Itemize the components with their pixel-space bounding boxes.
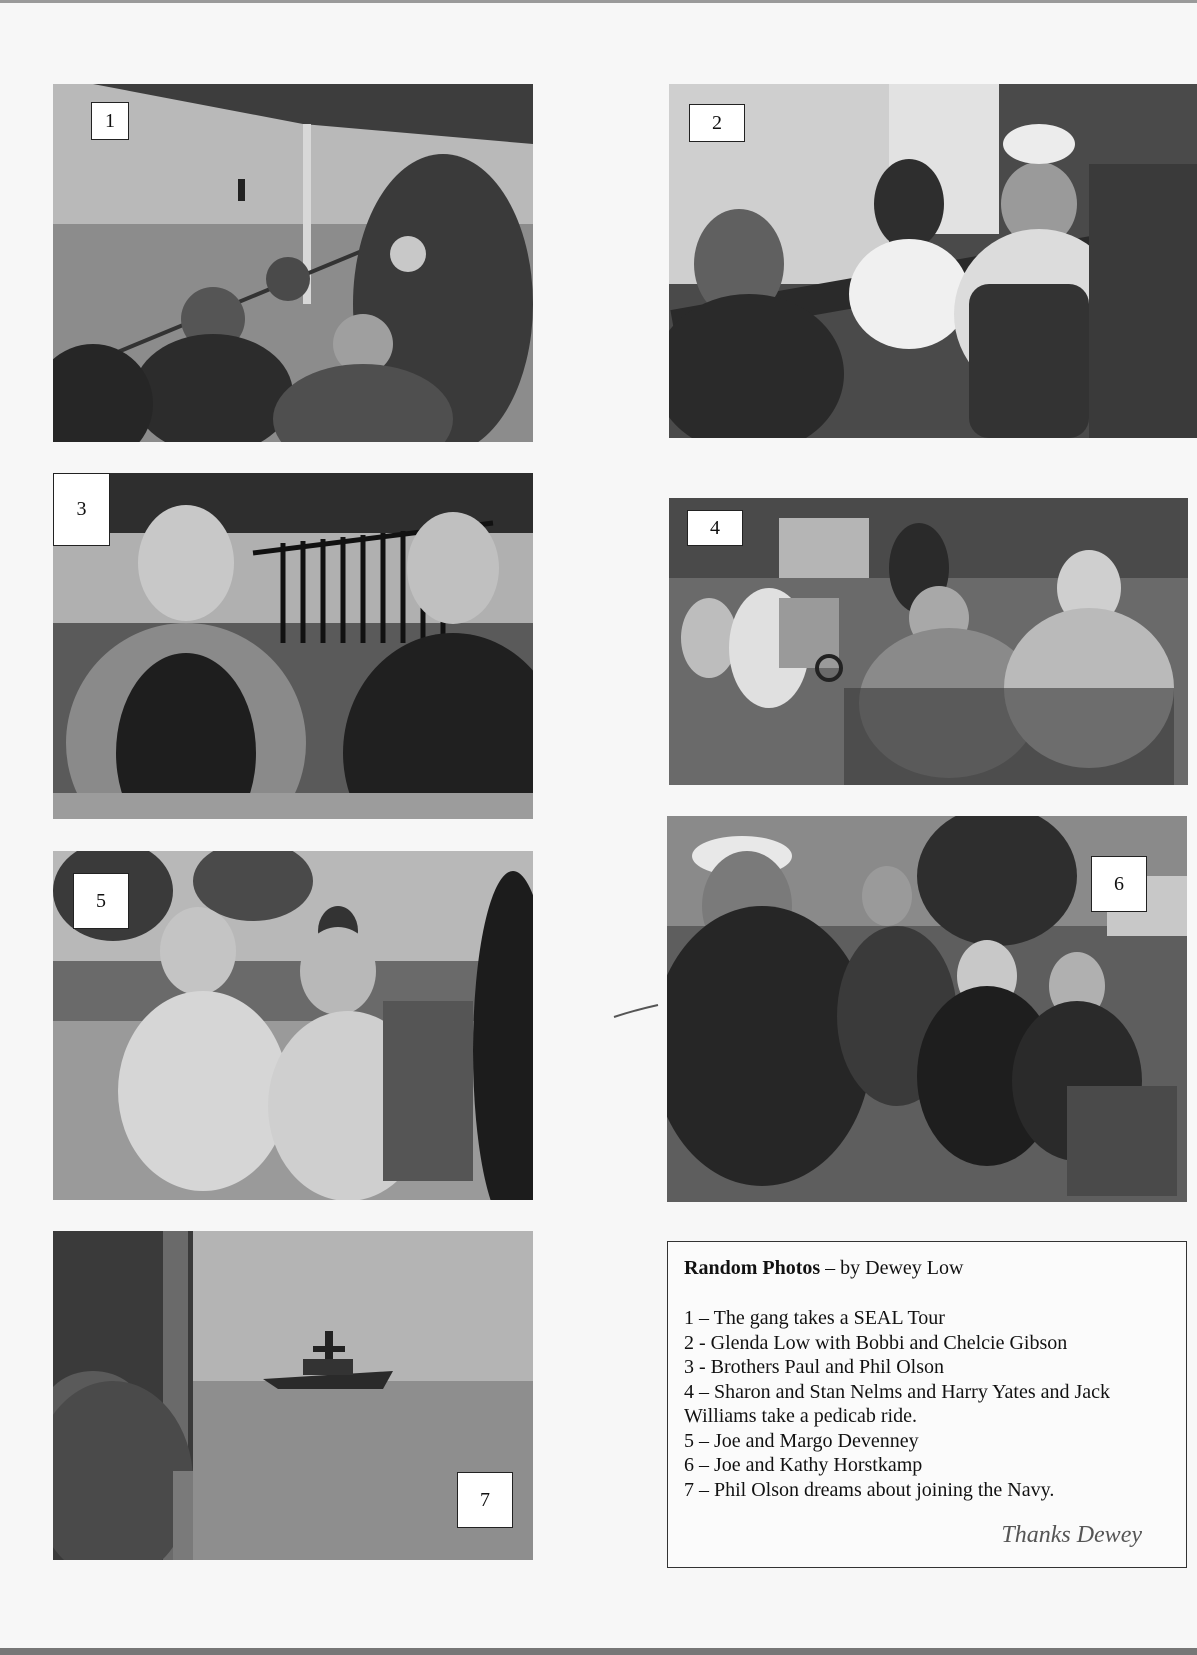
photo-3 [53,473,533,819]
photo-5-number: 5 [73,873,129,929]
photo-6 [667,816,1187,1202]
caption-item-4: 4 – Sharon and Stan Nelms and Harry Yates and Jack Williams take a pedicab ride. [684,1380,1111,1427]
caption-title [684,1256,1170,1280]
caption-title-bold: Random Photos [684,1257,821,1279]
photo-4 [669,498,1188,785]
caption-item-3: 3 - Brothers Paul and Phil Olson [684,1356,944,1378]
photo-1-number: 1 [91,102,129,140]
photo-7-number: 7 [457,1472,513,1528]
bottom-rule [0,1648,1197,1655]
photo-2-image [669,84,1197,438]
photo-6-number: 6 [1091,856,1147,912]
photo-2-number: 2 [689,104,745,142]
photo-3-number: 3 [53,473,110,546]
photo-4-image [669,498,1188,785]
photo-4-number: 4 [687,510,743,546]
photo-5 [53,851,533,1200]
caption-title-byline: – by Dewey Low [820,1257,964,1279]
top-rule [0,0,1197,3]
photo-7 [53,1231,533,1560]
photo-1 [53,84,533,442]
photo-3-image [53,473,533,819]
caption-box [667,1241,1187,1568]
caption-item-7: 7 – Phil Olson dreams about joining the Navy. [684,1478,1055,1501]
caption-signoff: Thanks Dewey [1001,1522,1142,1548]
caption-list [684,1306,1170,1502]
caption-item-2: 2 - Glenda Low with Bobbi and Chelcie Gibson [684,1331,1068,1354]
caption-item-5: 5 – Joe and Margo Devenney [684,1429,919,1452]
photo-2 [669,84,1197,438]
caption-item-1: 1 – The gang takes a SEAL Tour [684,1307,945,1329]
caption-item-6: 6 – Joe and Kathy Horstkamp [684,1454,923,1476]
stray-mark [612,1003,660,1019]
